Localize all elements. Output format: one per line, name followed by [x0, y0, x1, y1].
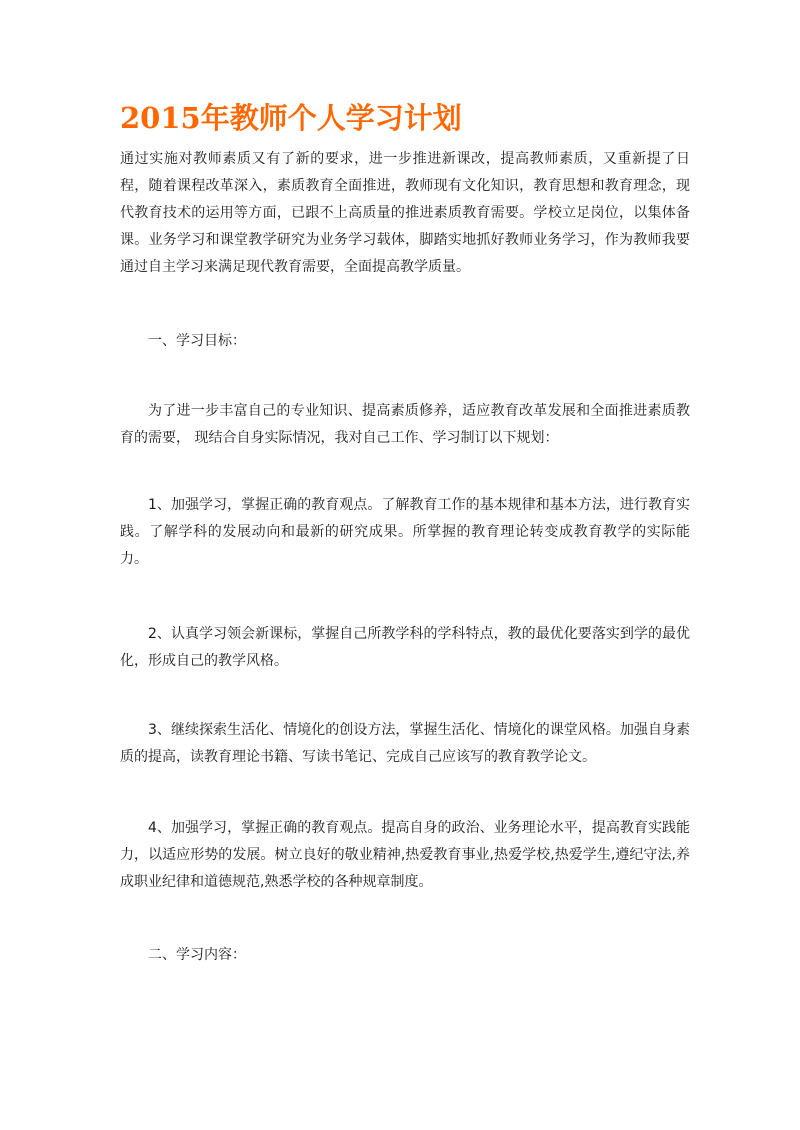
- goal-intro-paragraph: 为了进一步丰富自己的专业知识、提高素质修养，适应教育改革发展和全面推进素质教育的需要， 现结合自身实际情况，我对自己工作、学习制订以下规划：: [120, 403, 690, 446]
- goal-item-1: 1、加强学习，掌握正确的教育观点。了解教育工作的基本规律和基本方法，进行教育实践。了解学科的发展动向和最新的研究成果。所掌握的教育理论转变成教育教学的实际能力。: [120, 497, 690, 567]
- intro-paragraph: 通过实施对教师素质又有了新的要求，进一步推进新课改，提高教师素质，又重新提了日程，随着课程改革深入，素质教育全面推进，教师现有文化知识，教育思想和教育理念，现代教育技术的运用等方面，已跟不上高质量的推进素质教育需要。学校立足岗位，以集体备课。业务学习和课堂教学研究为业务学习载体，脚踏实地抓好教师业务学习，作为教师我要通过自主学习来满足现代教育需要，全面提高教学质量。: [120, 151, 690, 275]
- goal-item-2: 2、认真学习领会新课标，掌握自己所教学科的学科特点，教的最优化要落实到学的最优化，形成自己的教学风格。: [120, 626, 690, 669]
- goal-item-4: 4、加强学习，掌握正确的教育观点。提高自身的政治、业务理论水平，提高教育实践能力，以适应形势的发展。树立良好的敬业精神,热爱教育事业,热爱学校,热爱学生,遵纪守法,养成职业纪律和道德规范,熟悉学校的各种规章制度。: [120, 820, 690, 890]
- goal-item-3: 3、继续探索生活化、情境化的创设方法，掌握生活化、情境化的课堂风格。加强自身素质的提高，读教育理论书籍、写读书笔记、完成自己应该写的教育教学论文。: [120, 722, 690, 765]
- section-heading-goals: 一、学习目标：: [148, 333, 246, 349]
- section-heading-content: 二、学习内容：: [148, 947, 246, 963]
- page-title: 2015年教师个人学习计划: [120, 101, 462, 135]
